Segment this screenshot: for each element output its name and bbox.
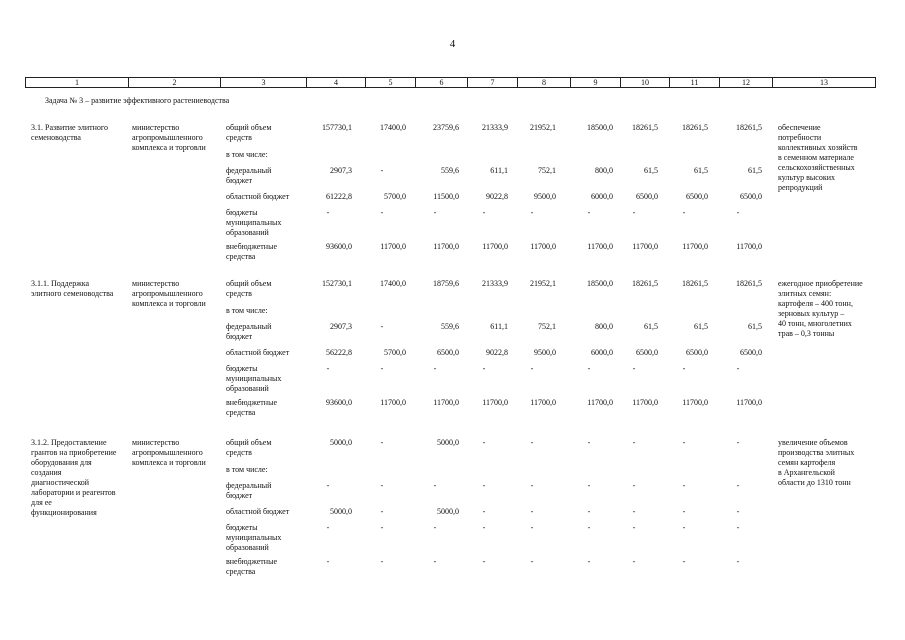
amount-cell: 21952,1 — [530, 123, 556, 132]
amount-cell: - — [433, 208, 437, 217]
amount-cell: - — [682, 481, 686, 490]
measure-title: функционирования — [31, 508, 97, 517]
amount-cell: 18261,5 — [682, 123, 708, 132]
funding-source-label: средств — [226, 289, 252, 298]
amount-cell: - — [736, 481, 740, 490]
amount-cell: - — [482, 507, 486, 516]
amount-cell: - — [530, 523, 534, 532]
amount-cell: 11700,0 — [433, 398, 459, 407]
amount-cell: 9022,8 — [486, 192, 508, 201]
funding-source-label: бюджеты — [226, 523, 258, 532]
amount-cell: - — [326, 208, 330, 217]
expected-result: картофеля – 400 тонн, — [778, 299, 853, 308]
amount-cell: 6500,0 — [437, 348, 459, 357]
amount-cell: 61,5 — [748, 166, 762, 175]
expected-result: в семенном материале — [778, 153, 854, 162]
amount-cell: 11700,0 — [380, 398, 406, 407]
amount-cell: - — [482, 438, 486, 447]
amount-cell: - — [632, 481, 636, 490]
amount-cell: 21952,1 — [530, 279, 556, 288]
amount-cell: 559,6 — [441, 166, 459, 175]
measure-title: 3.1.1. Поддержка — [31, 279, 90, 288]
amount-cell: 18261,5 — [682, 279, 708, 288]
amount-cell: - — [530, 507, 534, 516]
amount-cell: 11700,0 — [682, 398, 708, 407]
amount-cell: - — [433, 523, 437, 532]
amount-cell: 18500,0 — [587, 279, 613, 288]
amount-cell: 5700,0 — [384, 192, 406, 201]
amount-cell: 18261,5 — [632, 123, 658, 132]
expected-result: коллективных хозяйств — [778, 143, 858, 152]
amount-cell: - — [326, 557, 330, 566]
executor: министерство — [132, 123, 180, 132]
amount-cell: 157730,1 — [322, 123, 352, 132]
funding-source-label: федеральный — [226, 322, 272, 331]
amount-cell: 18759,6 — [433, 279, 459, 288]
amount-cell: 152730,1 — [322, 279, 352, 288]
funding-source-label: общий объем — [226, 438, 272, 447]
funding-source-label: общий объем — [226, 123, 272, 132]
funding-source-label: общий объем — [226, 279, 272, 288]
expected-result: репродукций — [778, 183, 823, 192]
expected-result: увеличение объемов — [778, 438, 848, 447]
amount-cell: 11500,0 — [433, 192, 459, 201]
amount-cell: - — [433, 557, 437, 566]
funding-source-label: внебюджетные — [226, 557, 277, 566]
amount-cell: 5000,0 — [437, 507, 459, 516]
funding-source-label: федеральный — [226, 166, 272, 175]
amount-cell: 18500,0 — [587, 123, 613, 132]
executor: министерство — [132, 279, 180, 288]
expected-result: зерновых культур – — [778, 309, 845, 318]
amount-cell: 5000,0 — [437, 438, 459, 447]
funding-source-label: бюджет — [226, 332, 253, 341]
funding-source-label: средств — [226, 448, 252, 457]
amount-cell: 5000,0 — [330, 438, 352, 447]
expected-result: элитных семян: — [778, 289, 832, 298]
amount-cell: - — [632, 208, 636, 217]
amount-cell: - — [380, 507, 384, 516]
measure-title: элитного семеноводства — [31, 289, 114, 298]
funding-source-label: внебюджетные — [226, 398, 277, 407]
amount-cell: 18261,5 — [736, 279, 762, 288]
amount-cell: 11700,0 — [736, 242, 762, 251]
page-number: 4 — [449, 38, 456, 50]
measure-title: диагностической — [31, 478, 90, 487]
col-header-1: 1 — [26, 78, 129, 88]
amount-cell: 11700,0 — [530, 242, 556, 251]
amount-cell: - — [736, 507, 740, 516]
amount-cell: - — [587, 523, 591, 532]
amount-cell: 5700,0 — [384, 348, 406, 357]
amount-cell: 752,1 — [538, 166, 556, 175]
amount-cell: - — [632, 507, 636, 516]
amount-cell: - — [482, 523, 486, 532]
expected-result: 40 тонн, многолетних — [778, 319, 852, 328]
executor: комплекса и торговли — [132, 458, 206, 467]
funding-source-label: бюджеты — [226, 364, 258, 373]
amount-cell: 11700,0 — [482, 242, 508, 251]
amount-cell: 6000,0 — [591, 348, 613, 357]
funding-source-label: образований — [226, 543, 269, 552]
expected-result: семян картофеля — [778, 458, 836, 467]
amount-cell: - — [530, 208, 534, 217]
measure-title: создания — [31, 468, 62, 477]
col-header-2: 2 — [129, 78, 221, 88]
measure-title: семеноводства — [31, 133, 81, 142]
expected-result: трав – 0,3 тонны — [778, 329, 835, 338]
amount-cell: 93600,0 — [326, 242, 352, 251]
amount-cell: - — [682, 523, 686, 532]
funding-source-label: образований — [226, 384, 269, 393]
amount-cell: - — [587, 557, 591, 566]
measure-title: 3.1.2. Предоставление — [31, 438, 107, 447]
amount-cell: - — [682, 438, 686, 447]
amount-cell: - — [736, 523, 740, 532]
amount-cell: - — [587, 507, 591, 516]
funding-source-label: в том числе: — [226, 150, 268, 159]
amount-cell: 11700,0 — [433, 242, 459, 251]
expected-result: культур высоких — [778, 173, 836, 182]
amount-cell: - — [682, 208, 686, 217]
amount-cell: 61222,8 — [326, 192, 352, 201]
col-header-11: 11 — [670, 78, 720, 88]
amount-cell: 611,1 — [490, 166, 508, 175]
amount-cell: - — [632, 438, 636, 447]
col-header-7: 7 — [468, 78, 518, 88]
expected-result: ежегодное приобретение — [778, 279, 863, 288]
amount-cell: - — [587, 438, 591, 447]
amount-cell: 61,5 — [644, 322, 658, 331]
amount-cell: - — [682, 557, 686, 566]
amount-cell: 9500,0 — [534, 192, 556, 201]
expected-result: обеспечение — [778, 123, 821, 132]
expected-result: области до 1310 тонн — [778, 478, 851, 487]
funding-source-label: в том числе: — [226, 306, 268, 315]
amount-cell: 17400,0 — [380, 123, 406, 132]
amount-cell: - — [632, 523, 636, 532]
amount-cell: - — [433, 481, 437, 490]
amount-cell: 6500,0 — [636, 348, 658, 357]
measure-title: для ее — [31, 498, 52, 507]
amount-cell: 17400,0 — [380, 279, 406, 288]
amount-cell: 18261,5 — [632, 279, 658, 288]
amount-cell: 11700,0 — [682, 242, 708, 251]
amount-cell: 61,5 — [694, 166, 708, 175]
amount-cell: 61,5 — [748, 322, 762, 331]
column-number-header — [25, 77, 876, 88]
amount-cell: 800,0 — [595, 322, 613, 331]
amount-cell: - — [530, 438, 534, 447]
amount-cell: - — [380, 364, 384, 373]
amount-cell: - — [482, 364, 486, 373]
amount-cell: - — [530, 557, 534, 566]
amount-cell: - — [530, 481, 534, 490]
amount-cell: - — [632, 557, 636, 566]
funding-source-label: средств — [226, 133, 252, 142]
measure-title: грантов на приобретение — [31, 448, 117, 457]
expected-result: производства элитных — [778, 448, 855, 457]
funding-source-label: бюджеты — [226, 208, 258, 217]
funding-source-label: бюджет — [226, 176, 253, 185]
amount-cell: 21333,9 — [482, 123, 508, 132]
amount-cell: 56222,8 — [326, 348, 352, 357]
amount-cell: - — [380, 322, 384, 331]
funding-source-label: областной бюджет — [226, 348, 290, 357]
measure-title: 3.1. Развитие элитного — [31, 123, 108, 132]
expected-result: в Архангельской — [778, 468, 835, 477]
funding-source-label: в том числе: — [226, 465, 268, 474]
funding-source-label: бюджет — [226, 491, 253, 500]
amount-cell: 61,5 — [644, 166, 658, 175]
amount-cell: - — [380, 523, 384, 532]
executor: комплекса и торговли — [132, 299, 206, 308]
amount-cell: 93600,0 — [326, 398, 352, 407]
amount-cell: - — [736, 208, 740, 217]
amount-cell: 611,1 — [490, 322, 508, 331]
funding-source-label: внебюджетные — [226, 242, 277, 251]
funding-source-label: муниципальных — [226, 374, 282, 383]
amount-cell: - — [736, 438, 740, 447]
col-header-13: 13 — [773, 78, 876, 88]
executor: агропромышленного — [132, 448, 203, 457]
amount-cell: 11700,0 — [587, 242, 613, 251]
amount-cell: - — [482, 481, 486, 490]
amount-cell: 11700,0 — [632, 398, 658, 407]
amount-cell: 11700,0 — [736, 398, 762, 407]
funding-source-label: федеральный — [226, 481, 272, 490]
amount-cell: - — [433, 364, 437, 373]
col-header-3: 3 — [221, 78, 307, 88]
amount-cell: - — [736, 557, 740, 566]
measure-title: оборудования для — [31, 458, 92, 467]
amount-cell: 21333,9 — [482, 279, 508, 288]
amount-cell: - — [632, 364, 636, 373]
col-header-8: 8 — [518, 78, 571, 88]
amount-cell: 9500,0 — [534, 348, 556, 357]
col-header-6: 6 — [416, 78, 468, 88]
measure-title: лаборатории и реагентов — [31, 488, 116, 497]
col-header-12: 12 — [720, 78, 773, 88]
executor: комплекса и торговли — [132, 143, 206, 152]
amount-cell: 6500,0 — [740, 192, 762, 201]
amount-cell: 11700,0 — [482, 398, 508, 407]
funding-source-label: областной бюджет — [226, 507, 290, 516]
amount-cell: 6500,0 — [686, 348, 708, 357]
expected-result: потребности — [778, 133, 822, 142]
amount-cell: 11700,0 — [380, 242, 406, 251]
amount-cell: - — [587, 481, 591, 490]
amount-cell: - — [326, 481, 330, 490]
amount-cell: 2907,3 — [330, 166, 352, 175]
amount-cell: 61,5 — [694, 322, 708, 331]
amount-cell: 6000,0 — [591, 192, 613, 201]
amount-cell: - — [380, 166, 384, 175]
funding-source-label: образований — [226, 228, 269, 237]
funding-source-label: муниципальных — [226, 218, 282, 227]
executor: министерство — [132, 438, 180, 447]
amount-cell: 23759,6 — [433, 123, 459, 132]
amount-cell: 11700,0 — [587, 398, 613, 407]
funding-source-label: средства — [226, 567, 256, 576]
executor: агропромышленного — [132, 133, 203, 142]
amount-cell: - — [482, 208, 486, 217]
amount-cell: 800,0 — [595, 166, 613, 175]
amount-cell: 6500,0 — [740, 348, 762, 357]
amount-cell: - — [326, 523, 330, 532]
amount-cell: 752,1 — [538, 322, 556, 331]
amount-cell: - — [682, 507, 686, 516]
amount-cell: 2907,3 — [330, 322, 352, 331]
amount-cell: - — [380, 438, 384, 447]
funding-source-label: муниципальных — [226, 533, 282, 542]
amount-cell: 18261,5 — [736, 123, 762, 132]
expected-result: сельскохозяйственных — [778, 163, 855, 172]
amount-cell: - — [380, 208, 384, 217]
funding-source-label: средства — [226, 408, 256, 417]
amount-cell: - — [380, 481, 384, 490]
funding-source-label: средства — [226, 252, 256, 261]
task-title: Задача № 3 – развитие эффективного растениеводства — [45, 96, 230, 105]
col-header-10: 10 — [621, 78, 670, 88]
amount-cell: 11700,0 — [632, 242, 658, 251]
executor: агропромышленного — [132, 289, 203, 298]
col-header-9: 9 — [571, 78, 621, 88]
amount-cell: 559,6 — [441, 322, 459, 331]
amount-cell: - — [380, 557, 384, 566]
amount-cell: - — [682, 364, 686, 373]
amount-cell: 5000,0 — [330, 507, 352, 516]
amount-cell: - — [736, 364, 740, 373]
amount-cell: - — [482, 557, 486, 566]
amount-cell: - — [587, 208, 591, 217]
col-header-5: 5 — [366, 78, 416, 88]
amount-cell: 11700,0 — [530, 398, 556, 407]
col-header-4: 4 — [307, 78, 366, 88]
amount-cell: - — [530, 364, 534, 373]
amount-cell: 6500,0 — [686, 192, 708, 201]
funding-source-label: областной бюджет — [226, 192, 290, 201]
amount-cell: 6500,0 — [636, 192, 658, 201]
amount-cell: - — [326, 364, 330, 373]
amount-cell: 9022,8 — [486, 348, 508, 357]
amount-cell: - — [587, 364, 591, 373]
